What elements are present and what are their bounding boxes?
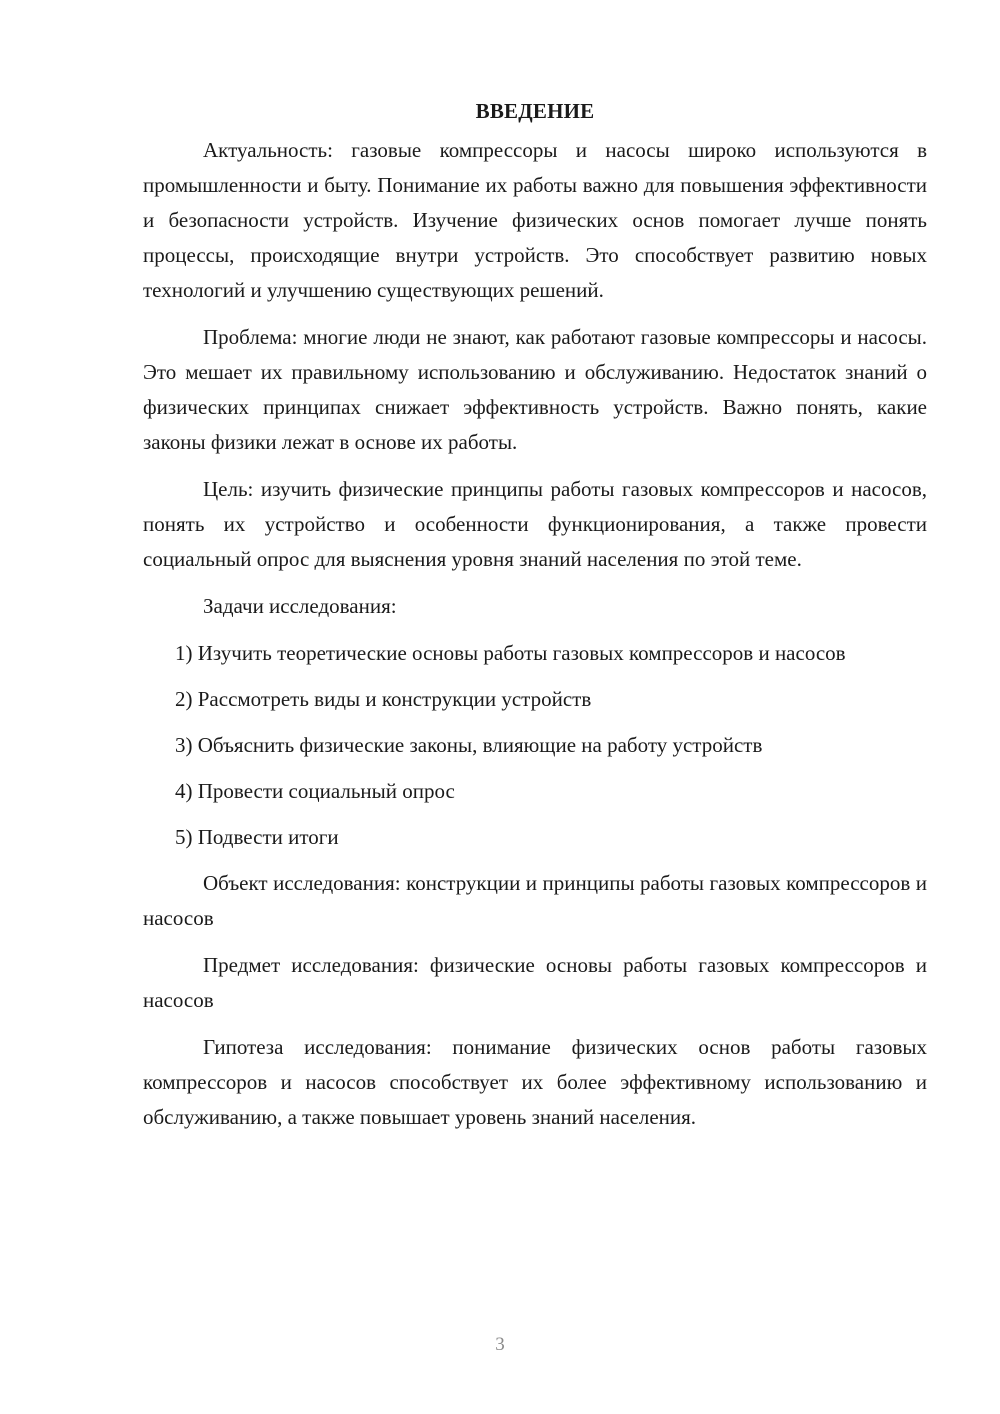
document-page <box>143 94 927 1135</box>
subject-paragraph: Предмет исследования: физические основы работы газовых компрессоров и насосов <box>143 953 927 1012</box>
task-item-5: 5) Подвести итоги <box>175 825 339 849</box>
section-heading: ВВЕДЕНИЕ <box>475 99 595 123</box>
tasks-title: Задачи исследования: <box>203 594 397 618</box>
hypothesis-paragraph: Гипотеза исследования: понимание физических основ работы газовых компрессоров и насосов способствует их более эффективному использованию и обслуживанию, а также повышает уровень знаний населения. <box>143 1035 927 1129</box>
page-number: 3 <box>495 1334 505 1355</box>
object-paragraph: Объект исследования: конструкции и принципы работы газовых компрессоров и насосов <box>143 871 927 930</box>
tasks-list <box>143 636 927 855</box>
task-item-3: 3) Объяснить физические законы, влияющие на работу устройств <box>175 733 763 757</box>
goal-paragraph: Цель: изучить физические принципы работы газовых компрессоров и насосов, понять их устройство и особенности функционирования, а также провести социальный опрос для выяснения уровня знаний населения по этой теме. <box>143 477 927 571</box>
task-item-2: 2) Рассмотреть виды и конструкции устройств <box>175 687 592 711</box>
relevance-paragraph: Актуальность: газовые компрессоры и насосы широко используются в промышленности и быту. Понимание их работы важно для повышения эффективности и безопасности устройств. Изучение физических основ помогает лучше понять процессы, происходящие внутри устройств. Это способствует развитию новых технологий и улучшению существующих решений. <box>143 138 927 302</box>
problem-paragraph: Проблема: многие люди не знают, как работают газовые компрессоры и насосы. Это мешает их правильному использованию и обслуживанию. Недостаток знаний о физических принципах снижает эффективность устройств. Важно понять, какие законы физики лежат в основе их работы. <box>143 325 927 454</box>
task-item-4: 4) Провести социальный опрос <box>175 779 455 803</box>
task-item-1: 1) Изучить теоретические основы работы газовых компрессоров и насосов <box>175 641 846 665</box>
